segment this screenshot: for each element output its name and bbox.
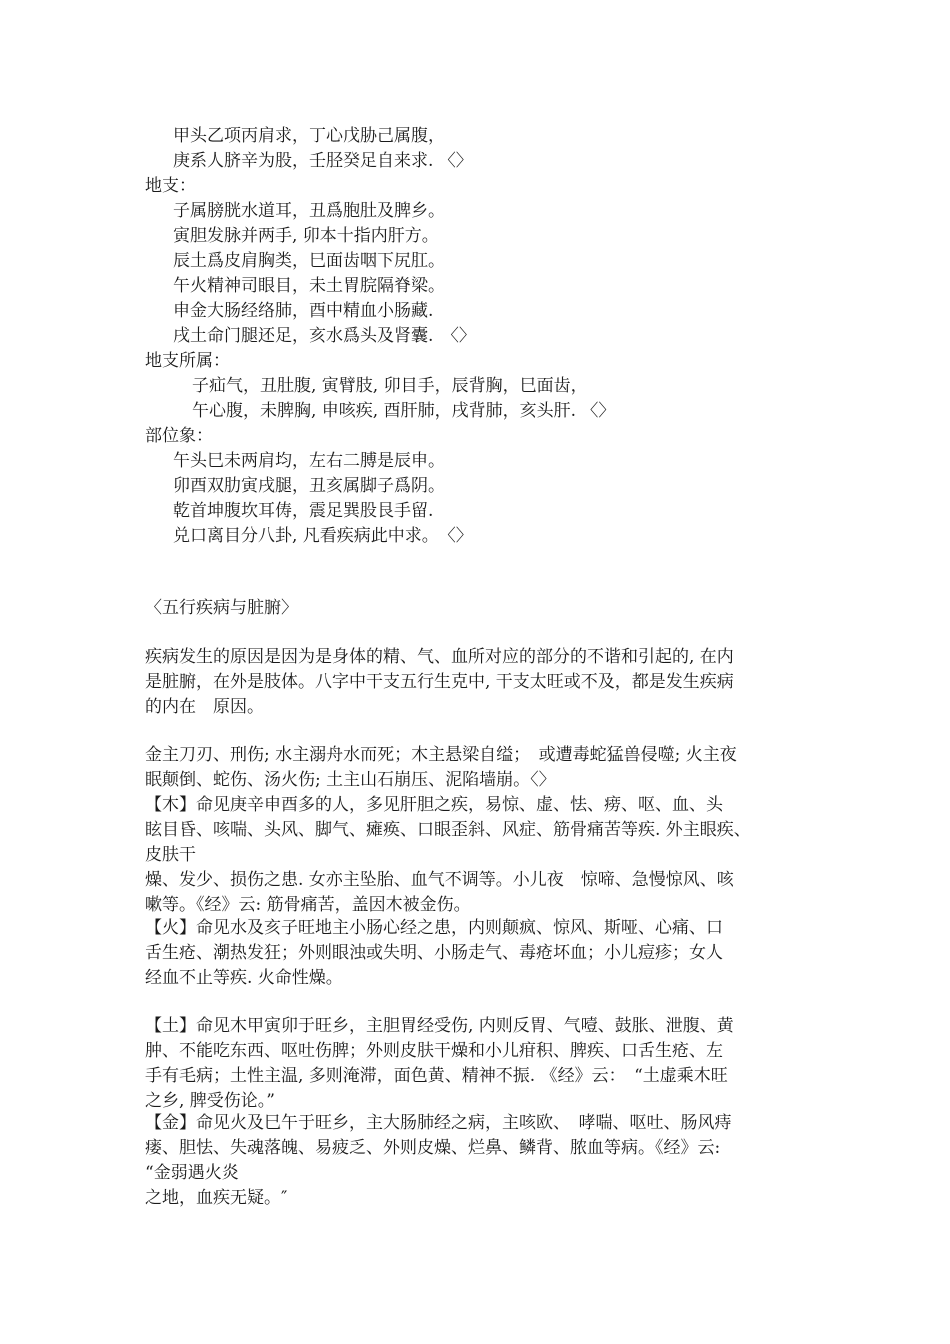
verse-line: 子疝气，丑肚腹, 寅臂肢, 卯目手，辰背胸，巳面齿， bbox=[192, 376, 588, 396]
dizhi-section bbox=[145, 174, 825, 349]
paragraph-line: 眩目昏、咳喘、头风、脚气、瘫痪、口眼歪斜、风症、筋骨痛苦等疾. 外主眼疾、 bbox=[145, 820, 751, 840]
verse-line: 申金大肠经络肺，酉中精血小肠藏. bbox=[173, 301, 434, 321]
earth-paragraph bbox=[145, 1014, 825, 1114]
paragraph-line: 瘘、胆怯、失魂落魄、易疲乏、外则皮燥、烂鼻、鳞背、脓血等病。《经》云: bbox=[145, 1138, 721, 1158]
verse-line: 子属膀胱水道耳，丑爲胞肚及脾乡。 bbox=[173, 201, 445, 221]
section-heading: 地支： bbox=[145, 176, 196, 196]
verse-line: 寅胆发脉并两手, 卯本十指内肝方。 bbox=[173, 226, 439, 246]
paragraph-line: 之地，血疾无疑。″ bbox=[145, 1188, 288, 1208]
paragraph-line: 舌生疮、潮热发狂；外则眼浊或失明、小肠走气、毒疮坏血；小儿痘疹；女人 bbox=[145, 943, 723, 963]
verse-line: 甲头乙项丙肩求，丁心戊胁己属腹， bbox=[173, 126, 445, 146]
verse-line: 卯酉双肋寅戌腿，丑亥属脚子爲阴。 bbox=[173, 476, 445, 496]
accidents-paragraph bbox=[145, 743, 825, 793]
paragraph-line: 【木】命见庚辛申酉多的人，多见肝胆之疾，易惊、虚、怯、痨、呕、血、头 bbox=[145, 795, 723, 815]
verse-line: 午心腹，未脾胸, 申咳疾, 酉肝肺，戌背肺，亥头肝. 〈〉 bbox=[192, 401, 616, 421]
dizhi-suoshu-section bbox=[145, 349, 825, 424]
verse-line: 午火精神司眼目，未土胃脘隔脊梁。 bbox=[173, 276, 445, 296]
section-heading: 部位象： bbox=[145, 426, 213, 446]
metal-paragraph bbox=[145, 1111, 825, 1211]
paragraph-line: 之乡, 脾受伤论。” bbox=[145, 1091, 275, 1111]
verse-line: 辰土爲皮肩胸类，巳面齿咽下尻肛。 bbox=[173, 251, 445, 271]
section-heading: 地支所属： bbox=[145, 351, 230, 371]
paragraph-line: 【土】命见木甲寅卯于旺乡，主胆胃经受伤, 内则反胃、气噎、鼓胀、泄腹、黄 bbox=[145, 1016, 734, 1036]
verse-line: 午头巳未两肩均，左右二膊是辰申。 bbox=[173, 451, 445, 471]
verse-line: 庚系人脐辛为股，壬胫癸足自来求. 〈〉 bbox=[173, 151, 473, 171]
paragraph-line: 的内在 原因。 bbox=[145, 697, 264, 717]
paragraph-line: 燥、发少、损伤之患. 女亦主坠胎、血气不调等。小儿夜 惊啼、急慢惊风、咳 bbox=[145, 870, 734, 890]
verse-line: 戌土命门腿还足，亥水爲头及肾囊. 〈〉 bbox=[173, 326, 476, 346]
tiangan-verse bbox=[145, 124, 825, 174]
buweixiang-section bbox=[145, 424, 825, 549]
paragraph-line: 经血不止等疾. 火命性燥。 bbox=[145, 968, 343, 988]
chapter-heading: 〈五行疾病与脏腑〉 bbox=[145, 598, 298, 618]
wood-paragraph bbox=[145, 793, 825, 918]
verse-line: 乾首坤腹坎耳俦，震足巽股艮手留. bbox=[173, 501, 434, 521]
wuxing-heading-block bbox=[145, 596, 825, 621]
paragraph-line: 嗽等。《经》云: 筋骨痛苦，盖因木被金伤。 bbox=[145, 895, 471, 915]
paragraph-line: 肿、不能吃东西、呕吐伤脾；外则皮肤干燥和小儿疳积、脾疾、口舌生疮、左 bbox=[145, 1041, 723, 1061]
paragraph-line: 金主刀刃、刑伤; 水主溺舟水而死；木主悬梁自缢； 或遭毒蛇猛兽侵噬; 火主夜 bbox=[145, 745, 737, 765]
paragraph-line: 手有毛病；土性主温, 多则淹滞，面色黄、精神不振. 《经》云： “土虚乘木旺 bbox=[145, 1066, 728, 1086]
paragraph-line: 是脏腑，在外是肢体。八字中干支五行生克中, 干支太旺或不及，都是发生疾病 bbox=[145, 672, 734, 692]
paragraph-line: 眠颠倒、蛇伤、汤火伤; 土主山石崩压、泥陷墙崩。〈〉 bbox=[145, 770, 556, 790]
paragraph-line: “金弱遇火炎 bbox=[145, 1163, 239, 1183]
paragraph-line: 【火】命见水及亥子旺地主小肠心经之患，内则颠疯、惊风、斯哑、心痛、口 bbox=[145, 918, 723, 938]
paragraph-line: 疾病发生的原因是因为是身体的精、气、血所对应的部分的不谐和引起的, 在内 bbox=[145, 647, 734, 667]
verse-line: 兑口离目分八卦, 凡看疾病此中求。 〈〉 bbox=[173, 526, 473, 546]
fire-paragraph bbox=[145, 916, 825, 991]
paragraph-line: 皮肤干 bbox=[145, 845, 196, 865]
paragraph-line: 【金】命见火及巳午于旺乡，主大肠肺经之病，主咳欧、 哮喘、呕吐、肠风痔 bbox=[145, 1113, 732, 1133]
intro-paragraph bbox=[145, 645, 825, 720]
